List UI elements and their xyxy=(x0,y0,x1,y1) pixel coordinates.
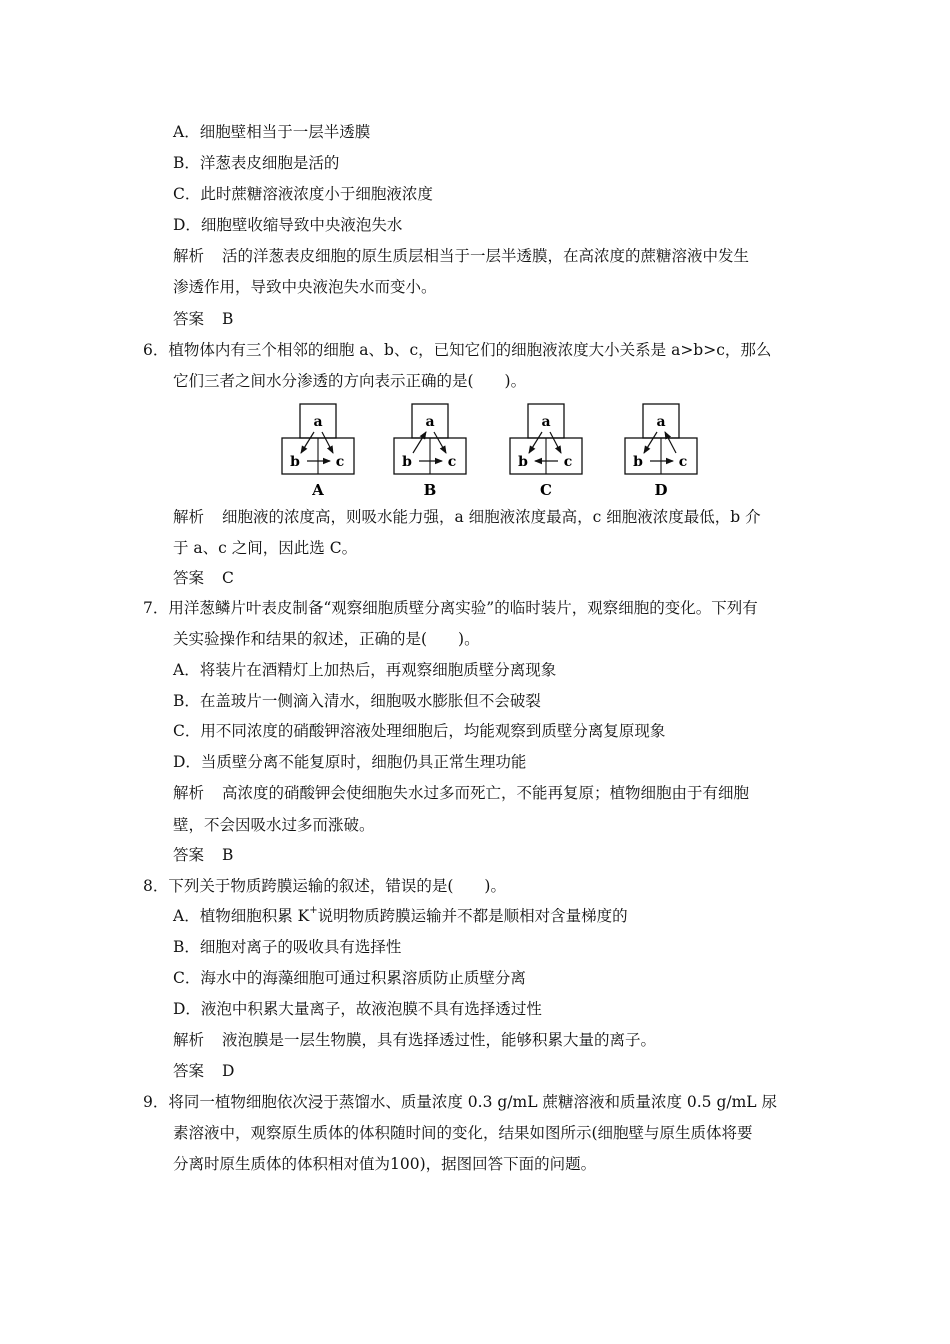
diagram-d-label: D xyxy=(654,481,668,499)
q7-stem-cont: 关实验操作和结果的叙述，正确的是( )。 xyxy=(173,630,480,648)
q8-option-c: C．海水中的海藻细胞可通过积累溶质防止质壁分离 xyxy=(173,969,526,987)
q8-answer xyxy=(173,1061,234,1081)
q8-stem xyxy=(143,876,506,896)
question-number: 8． xyxy=(143,877,169,895)
question-number: 9． xyxy=(143,1093,169,1111)
analysis-label: 解析 xyxy=(173,508,205,526)
q8-option-a-pre: A．植物细胞积累 K xyxy=(173,907,310,925)
diagram-c-label: C xyxy=(540,481,552,499)
q5-option-a: A．细胞壁相当于一层半透膜 xyxy=(173,123,371,141)
q6-answer xyxy=(173,568,234,588)
q9-stem-cont-1: 素溶液中，观察原生质体的体积随时间的变化，结果如图所示(细胞壁与原生质体将要 xyxy=(173,1124,753,1142)
cell-b-label: b xyxy=(290,454,300,470)
analysis-label: 解析 xyxy=(173,247,205,265)
q5-option-c: C．此时蔗糖溶液浓度小于细胞液浓度 xyxy=(173,185,433,203)
q8-option-d: D．液泡中积累大量离子，故液泡膜不具有选择透过性 xyxy=(173,1000,542,1018)
cell-b-label: b xyxy=(402,454,412,470)
question-number: 7． xyxy=(143,599,169,617)
q6-stem-cont: 它们三者之间水分渗透的方向表示正确的是( )。 xyxy=(173,372,527,390)
cell-b-label: b xyxy=(633,454,643,470)
analysis-text: 活的洋葱表皮细胞的原生质层相当于一层半透膜，在高浓度的蔗糖溶液中发生 xyxy=(222,247,750,265)
answer-value: B xyxy=(222,310,234,328)
cell-a-label: a xyxy=(313,414,323,430)
answer-label: 答案 xyxy=(173,310,205,328)
q7-option-c: C．用不同浓度的硝酸钾溶液处理细胞后，均能观察到质壁分离复原现象 xyxy=(173,722,666,740)
q8-option-a-sup: + xyxy=(309,905,318,916)
cell-c-label: c xyxy=(563,454,573,470)
analysis-text: 液泡膜是一层生物膜，具有选择透过性，能够积累大量的离子。 xyxy=(222,1031,657,1049)
q6-analysis-cont: 于 a、c 之间，因此选 C。 xyxy=(173,539,358,557)
cell-c-label: c xyxy=(335,454,345,470)
cell-a-label: a xyxy=(656,414,666,430)
diagram-b xyxy=(394,404,466,499)
q7-stem-text: 用洋葱鳞片叶表皮制备“观察细胞质壁分离实验”的临时装片，观察细胞的变化。下列有 xyxy=(168,599,758,617)
question-number: 6． xyxy=(143,341,169,359)
cell-a-label: a xyxy=(425,414,435,430)
diagram-a-label: A xyxy=(312,481,324,499)
cell-c-label: c xyxy=(447,454,457,470)
q8-option-b: B．细胞对离子的吸收具有选择性 xyxy=(173,938,402,956)
q7-option-d: D．当质壁分离不能复原时，细胞仍具正常生理功能 xyxy=(173,753,527,771)
q5-analysis-cont: 渗透作用，导致中央液泡失水而变小。 xyxy=(173,278,437,296)
q6-analysis xyxy=(173,507,761,527)
q7-option-a: A．将装片在酒精灯上加热后，再观察细胞质壁分离现象 xyxy=(173,661,557,679)
q7-analysis xyxy=(173,783,749,803)
answer-label: 答案 xyxy=(173,569,205,587)
cell-c-label: c xyxy=(678,454,688,470)
cell-a-label: a xyxy=(541,414,551,430)
q8-analysis xyxy=(173,1030,656,1050)
q9-stem xyxy=(143,1092,777,1112)
q7-option-b: B．在盖玻片一侧滴入清水，细胞吸水膨胀但不会破裂 xyxy=(173,692,541,710)
q7-analysis-cont: 壁，不会因吸水过多而涨破。 xyxy=(173,816,375,834)
q9-stem-cont-2: 分离时原生质体的体积相对值为100)，据图回答下面的问题。 xyxy=(173,1155,597,1173)
q5-option-d: D．细胞壁收缩导致中央液泡失水 xyxy=(173,216,403,234)
answer-value: B xyxy=(222,846,234,864)
q8-stem-text: 下列关于物质跨膜运输的叙述，错误的是( )。 xyxy=(168,877,506,895)
q9-stem-text: 将同一植物细胞依次浸于蒸馏水、质量浓度 0.3 g/mL 蔗糖溶液和质量浓度 0.5 g/mL 尿 xyxy=(168,1093,778,1111)
analysis-text: 细胞液的浓度高，则吸水能力强，a 细胞液浓度最高，c 细胞液浓度最低，b 介 xyxy=(222,508,761,526)
answer-label: 答案 xyxy=(173,846,205,864)
answer-label: 答案 xyxy=(173,1062,205,1080)
q8-option-a-post: 说明物质跨膜运输并不都是顺相对含量梯度的 xyxy=(317,907,628,925)
q5-option-b: B．洋葱表皮细胞是活的 xyxy=(173,154,340,172)
diagram-c xyxy=(510,404,582,499)
answer-value: D xyxy=(222,1062,235,1080)
analysis-label: 解析 xyxy=(173,784,205,802)
analysis-text: 高浓度的硝酸钾会使细胞失水过多而死亡，不能再复原；植物细胞由于有细胞 xyxy=(222,784,750,802)
diagram-d xyxy=(625,404,697,499)
q7-stem xyxy=(143,598,758,618)
q7-answer xyxy=(173,845,233,865)
cell-b-label: b xyxy=(518,454,528,470)
analysis-label: 解析 xyxy=(173,1031,205,1049)
q8-option-a xyxy=(173,906,628,926)
diagram-a xyxy=(282,404,354,499)
answer-value: C xyxy=(222,569,234,587)
q6-stem-text: 植物体内有三个相邻的细胞 a、b、c，已知它们的细胞液浓度大小关系是 a>b>c，那么 xyxy=(168,341,772,359)
diagram-b-label: B xyxy=(423,481,437,499)
